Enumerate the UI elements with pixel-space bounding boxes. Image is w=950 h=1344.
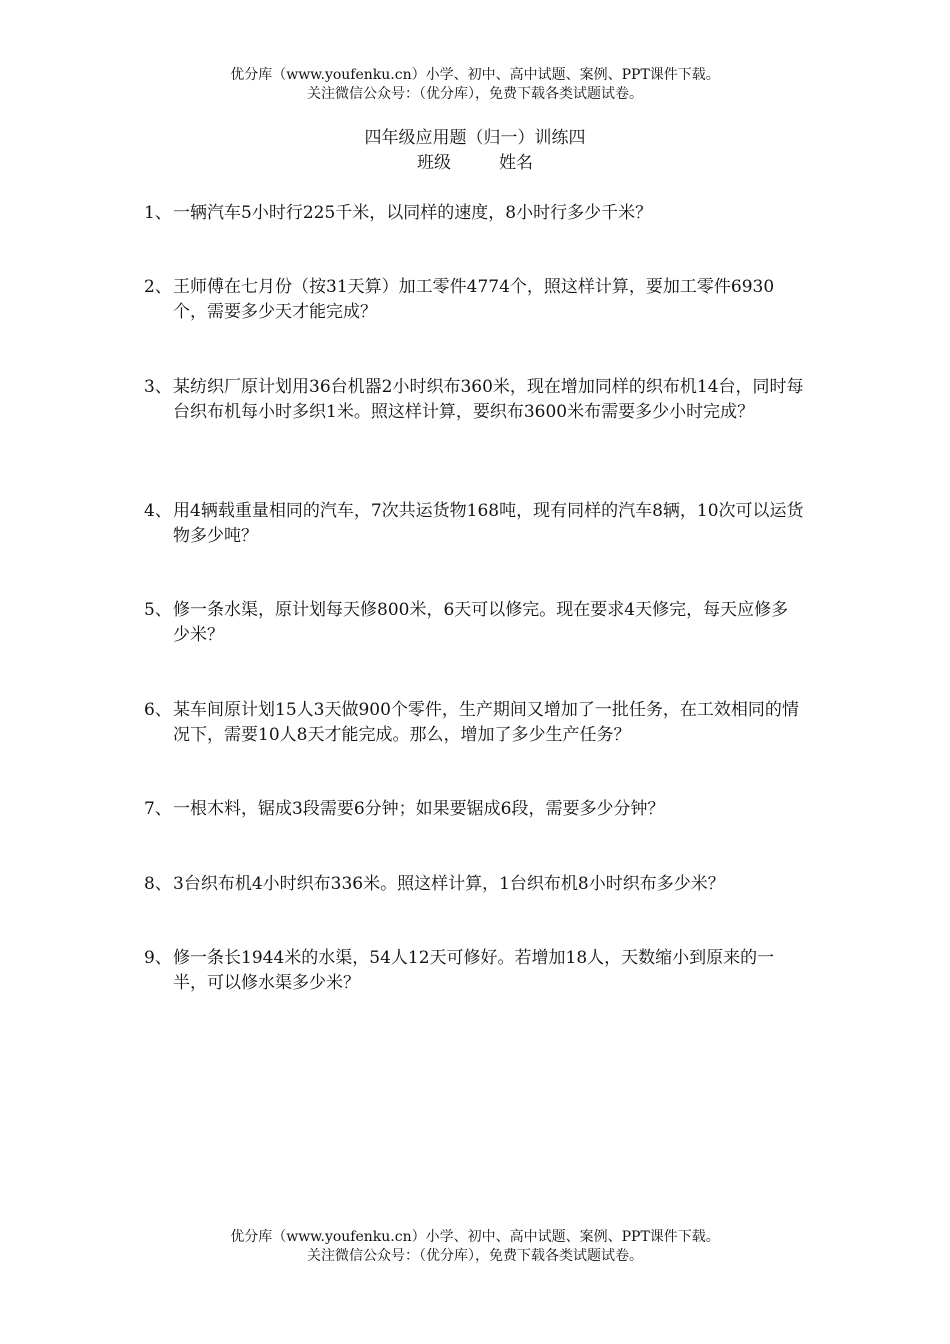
name-label: 姓名 [499, 153, 533, 173]
class-name-line [0, 151, 950, 176]
question-number: 7、 [144, 799, 172, 819]
class-label: 班级 [417, 153, 451, 173]
question-number: 8、 [144, 874, 172, 894]
question-7 [144, 797, 804, 822]
question-text: 某车间原计划15人3天做900个零件，生产期间又增加了一批任务，在工效相同的情况下，需要10人8天才能完成。那么，增加了多少生产任务？ [173, 700, 799, 745]
question-text: 3台织布机4小时织布336米。照这样计算，1台织布机8小时织布多少米？ [173, 874, 725, 894]
question-number: 9、 [144, 948, 172, 968]
question-3 [144, 375, 804, 425]
question-text: 某纺织厂原计划用36台机器2小时织布360米，现在增加同样的织布机14台，同时每台织布机每小时多织1米。照这样计算，要织布3600米布需要多少小时完成？ [173, 377, 804, 422]
footer-line-2: 关注微信公众号：（优分库），免费下载各类试题试卷。 [307, 1248, 643, 1264]
question-5 [144, 598, 804, 648]
page-footer [0, 1228, 950, 1266]
question-number: 4、 [144, 501, 172, 521]
question-1 [144, 201, 804, 226]
question-text: 修一条长1944米的水渠，54人12天可修好。若增加18人，天数缩小到原来的一半，可以修水渠多少米？ [173, 948, 775, 993]
header-line-2: 关注微信公众号：（优分库），免费下载各类试题试卷。 [307, 86, 643, 102]
question-text: 一辆汽车5小时行225千米，以同样的速度，8小时行多少千米？ [173, 203, 653, 223]
question-number: 3、 [144, 377, 172, 397]
worksheet-title: 四年级应用题（归一）训练四 [364, 128, 586, 148]
title-block [0, 126, 950, 176]
header-line-1: 优分库（www.youfenku.cn）小学、初中、高中试题、案例、PPT课件下载。 [230, 67, 720, 83]
question-4 [144, 499, 804, 549]
question-6 [144, 698, 804, 748]
question-2 [144, 275, 804, 325]
footer-line-1: 优分库（www.youfenku.cn）小学、初中、高中试题、案例、PPT课件下载。 [230, 1229, 720, 1245]
question-number: 1、 [144, 203, 172, 223]
question-number: 5、 [144, 600, 172, 620]
question-number: 2、 [144, 277, 172, 297]
question-number: 6、 [144, 700, 172, 720]
question-text: 一根木料，锯成3段需要6分钟；如果要锯成6段，需要多少分钟？ [173, 799, 665, 819]
page-header [0, 66, 950, 104]
question-text: 用4辆载重量相同的汽车，7次共运货物168吨，现有同样的汽车8辆，10次可以运货物多少吨？ [173, 501, 804, 546]
question-text: 王师傅在七月份（按31天算）加工零件4774个，照这样计算，要加工零件6930个，需要多少天才能完成？ [173, 277, 775, 322]
question-8 [144, 872, 804, 897]
question-9 [144, 946, 804, 996]
question-text: 修一条水渠，原计划每天修800米，6天可以修完。现在要求4天修完，每天应修多少米？ [173, 600, 789, 645]
